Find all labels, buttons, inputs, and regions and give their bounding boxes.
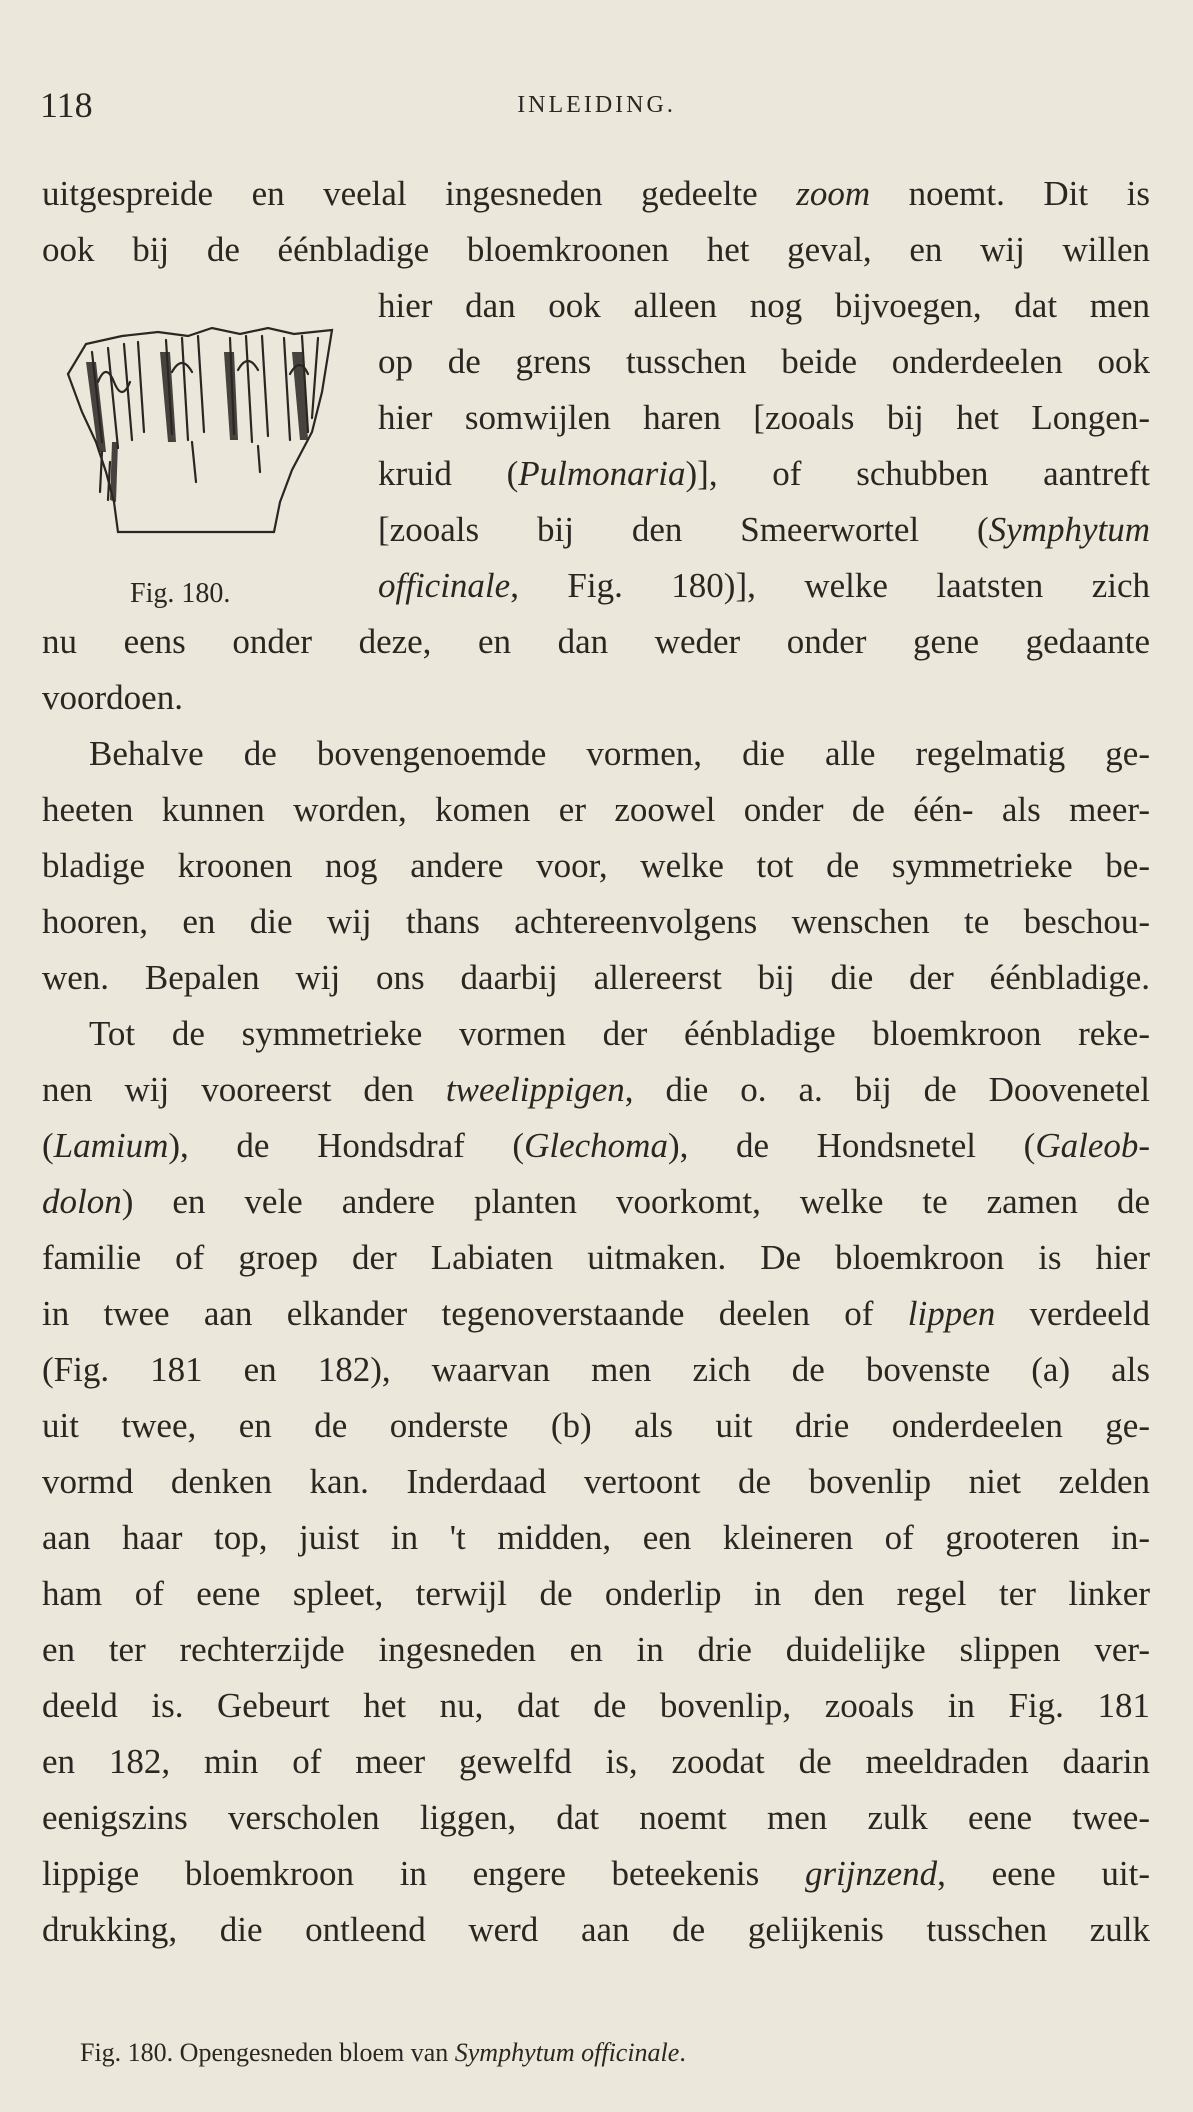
text-line	[378, 340, 1150, 384]
text-line	[42, 1404, 1150, 1448]
text-run: , Fig. 180)], welke laatsten zich	[510, 566, 1150, 605]
italic-term: zoom	[796, 174, 871, 213]
text-line	[42, 1068, 1150, 1112]
italic-term: tweelippigen	[445, 1070, 625, 1109]
text-run: hier somwijlen haren [zooals bij het Longen-	[378, 398, 1150, 437]
text-run: hooren, en die wij thans achtereenvolgens wenschen te beschou-	[42, 902, 1150, 941]
text-run: Tot de symmetrieke vormen der éénbladige bloemkroon reke-	[89, 1014, 1150, 1053]
text-run: en ter rechterzijde ingesneden en in drie duidelijke slippen ver-	[42, 1630, 1150, 1669]
text-run: , die o. a. bij de Doovenetel	[624, 1070, 1150, 1109]
text-run: kruid (	[378, 454, 519, 493]
text-run: bladige kroonen nog andere voor, welke tot de symmetrieke be-	[42, 846, 1150, 885]
italic-term: Symphytum officinale	[454, 2038, 680, 2067]
text-run: in twee aan elkander tegenoverstaande deelen of	[42, 1294, 908, 1333]
text-run: hier dan ook alleen nog bijvoegen, dat men	[378, 286, 1150, 325]
text-line	[42, 900, 1150, 944]
text-run: vormd denken kan. Inderdaad vertoont de bovenlip niet zelden	[42, 1462, 1150, 1501]
text-run: en 182, min of meer gewelfd is, zoodat de meeldraden daarin	[42, 1742, 1150, 1781]
text-run: [zooals bij den Smeerwortel (	[378, 510, 989, 549]
italic-term: grijnzend	[804, 1854, 938, 1893]
text-line	[42, 956, 1150, 1000]
text-line	[378, 396, 1150, 440]
text-run: noemt. Dit is	[870, 174, 1150, 213]
text-line	[42, 228, 1150, 272]
text-line	[42, 1740, 1150, 1784]
text-run: ), de Hondsnetel (	[667, 1126, 1036, 1165]
page-header	[40, 84, 1153, 130]
italic-term: Galeob-	[1035, 1126, 1150, 1165]
text-run: uit twee, en de onderste (b) als uit drie onderdeelen ge-	[42, 1406, 1150, 1445]
text-line	[42, 676, 1150, 720]
text-run: lippige bloemkroon in engere beteekenis	[42, 1854, 805, 1893]
italic-term: Pulmonaria	[518, 454, 686, 493]
page-number: 118	[40, 85, 93, 125]
text-run: ) en vele andere planten voorkomt, welke te zamen de	[121, 1182, 1150, 1221]
text-run: eenigszins verscholen liggen, dat noemt men zulk eene twee-	[42, 1798, 1150, 1837]
text-run: , eene uit-	[937, 1854, 1150, 1893]
italic-term: officinale	[378, 566, 511, 605]
text-run: op de grens tusschen beide onderdeelen ook	[378, 342, 1150, 381]
italic-term: Symphytum	[988, 510, 1150, 549]
text-line	[42, 1348, 1150, 1392]
text-run: uitgespreide en veelal ingesneden gedeelte	[42, 174, 797, 213]
text-run: )], of schubben aantreft	[685, 454, 1150, 493]
text-run: nu eens onder deze, en dan weder onder gene gedaante	[42, 622, 1150, 661]
text-line	[42, 1236, 1150, 1280]
text-line	[42, 1012, 1150, 1056]
text-line	[42, 1572, 1150, 1616]
text-line	[42, 1460, 1150, 1504]
text-run: Behalve de bovengenoemde vormen, die alle regelmatig ge-	[89, 734, 1150, 773]
text-line	[378, 564, 1150, 608]
text-line	[42, 788, 1150, 832]
text-line	[42, 1628, 1150, 1672]
text-line	[42, 844, 1150, 888]
figure-label: Fig. 180.	[130, 578, 231, 609]
text-line	[378, 284, 1150, 328]
text-run: ), de Hondsdraf (	[168, 1126, 525, 1165]
text-line	[378, 508, 1150, 552]
running-title: INLEIDING.	[517, 92, 676, 118]
text-run: verdeeld	[995, 1294, 1150, 1333]
text-line	[42, 1124, 1150, 1168]
text-line	[42, 1516, 1150, 1560]
text-run: Fig. 180. Opengesneden bloem van	[80, 2038, 455, 2067]
text-line	[42, 1796, 1150, 1840]
text-line	[42, 1908, 1150, 1952]
italic-term: Glechoma	[524, 1126, 668, 1165]
text-run: wen. Bepalen wij ons daarbij allereerst bij die der éénbladige.	[42, 958, 1150, 997]
flower-illustration	[62, 322, 334, 572]
text-line	[42, 620, 1150, 664]
text-run: voordoen.	[42, 678, 183, 717]
text-line	[42, 172, 1150, 216]
text-run: (Fig. 181 en 182), waarvan men zich de bovenste (a) als	[42, 1350, 1150, 1389]
text-run: (	[42, 1126, 54, 1165]
text-run: nen wij vooreerst den	[42, 1070, 446, 1109]
italic-term: dolon	[42, 1182, 122, 1221]
text-run: deeld is. Gebeurt het nu, dat de bovenlip, zooals in Fig. 181	[42, 1686, 1150, 1725]
text-run: drukking, die ontleend werd aan de gelijkenis tusschen zulk	[42, 1910, 1150, 1949]
text-line	[42, 1684, 1150, 1728]
text-line	[378, 452, 1150, 496]
italic-term: lippen	[907, 1294, 996, 1333]
text-run: familie of groep der Labiaten uitmaken. De bloemkroon is hier	[42, 1238, 1150, 1277]
text-line	[42, 1852, 1150, 1896]
text-line	[42, 1292, 1150, 1336]
text-line	[42, 732, 1150, 776]
text-run: heeten kunnen worden, komen er zoowel onder de één- als meer-	[42, 790, 1150, 829]
text-run: ook bij de éénbladige bloemkroonen het geval, en wij willen	[42, 230, 1150, 269]
text-run: ham of eene spleet, terwijl de onderlip in den regel ter linker	[42, 1574, 1150, 1613]
text-run: .	[679, 2038, 686, 2067]
text-line	[42, 1180, 1150, 1224]
text-run: aan haar top, juist in 't midden, een kleineren of grooteren in-	[42, 1518, 1150, 1557]
footnote	[80, 2038, 686, 2068]
italic-term: Lamium	[53, 1126, 169, 1165]
